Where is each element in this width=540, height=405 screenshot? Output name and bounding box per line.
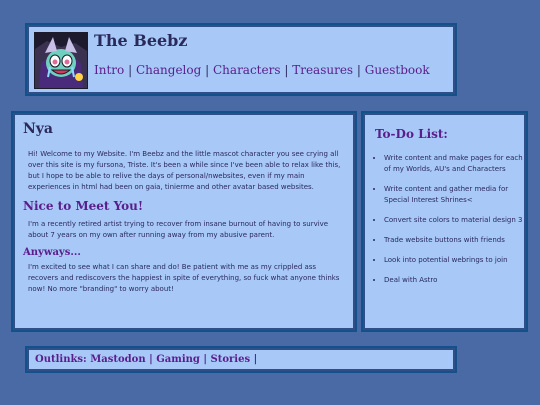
main-nav (94, 63, 430, 77)
nav-separator: | (284, 63, 289, 77)
site-title: The Beebz (94, 31, 188, 50)
outlink-separator: | (203, 354, 208, 365)
main-content-panel (11, 111, 357, 332)
nav-link-guestbook[interactable]: Guestbook (364, 63, 430, 77)
nice-to-meet-heading: Nice to Meet You! (23, 199, 144, 213)
header-panel (25, 23, 457, 96)
outlink-separator: | (149, 354, 153, 365)
nav-separator: | (356, 63, 361, 77)
todo-item: • Look into potential webrings to join (384, 255, 524, 266)
outlink-mastodon[interactable]: Mastodon (90, 354, 146, 365)
outlink-stories[interactable]: Stories (210, 354, 251, 365)
nav-link-changelog[interactable]: Changelog (135, 63, 202, 77)
todo-item: • Write content and gather media for Special Interest Shrines< (384, 184, 524, 206)
nav-separator: | (205, 63, 210, 77)
nice-to-meet-paragraph: I'm a recently retired artist trying to recover from insane burnout of having to survive about 7 years on my own after running away from my abusive parent. (28, 220, 329, 239)
todo-panel (361, 111, 528, 332)
todo-item: • Write content and make pages for each of my Worlds, AU's and Characters (384, 153, 524, 175)
outlinks (35, 354, 257, 365)
todo-title: To-Do List: (375, 127, 448, 141)
todo-item: • Deal with Astro (384, 275, 524, 286)
outlink-separator: | (253, 354, 258, 365)
outlinks-label: Outlinks: (35, 354, 87, 365)
avatar (34, 32, 88, 89)
anyways-paragraph: I'm excited to see what I can share and do! Be patient with me as my crippled ass recovers and rediscovers the happiest in spite of everything, so fuck what anyone thinks now! No more "branding" to worry about! (28, 263, 340, 293)
todo-item: • Convert site colors to material design 3 (384, 215, 524, 226)
todo-list (375, 153, 524, 295)
nav-link-treasures[interactable]: Treasures (292, 63, 354, 77)
footer-panel (25, 346, 457, 373)
mascot-avatar-icon (35, 33, 87, 88)
nav-link-characters[interactable]: Characters (213, 63, 281, 77)
nav-link-intro[interactable]: Intro (94, 63, 125, 77)
intro-paragraph: Hi! Welcome to my Website. I'm Beebz and the little mascot character you see crying all over this site is my fursona, Triste. It's been a while since I've been able to relax like this, but I hope to be able to relive the days of personal/nwebsites, even if my main experiences in html had been on gaia, tinierme and other avatar based websites. (28, 150, 341, 191)
page-heading: Nya (23, 121, 54, 137)
todo-item: • Trade website buttons with friends (384, 235, 524, 246)
anyways-heading: Anyways... (23, 247, 81, 258)
outlink-gaming[interactable]: Gaming (156, 354, 200, 365)
nav-separator: | (128, 63, 133, 77)
